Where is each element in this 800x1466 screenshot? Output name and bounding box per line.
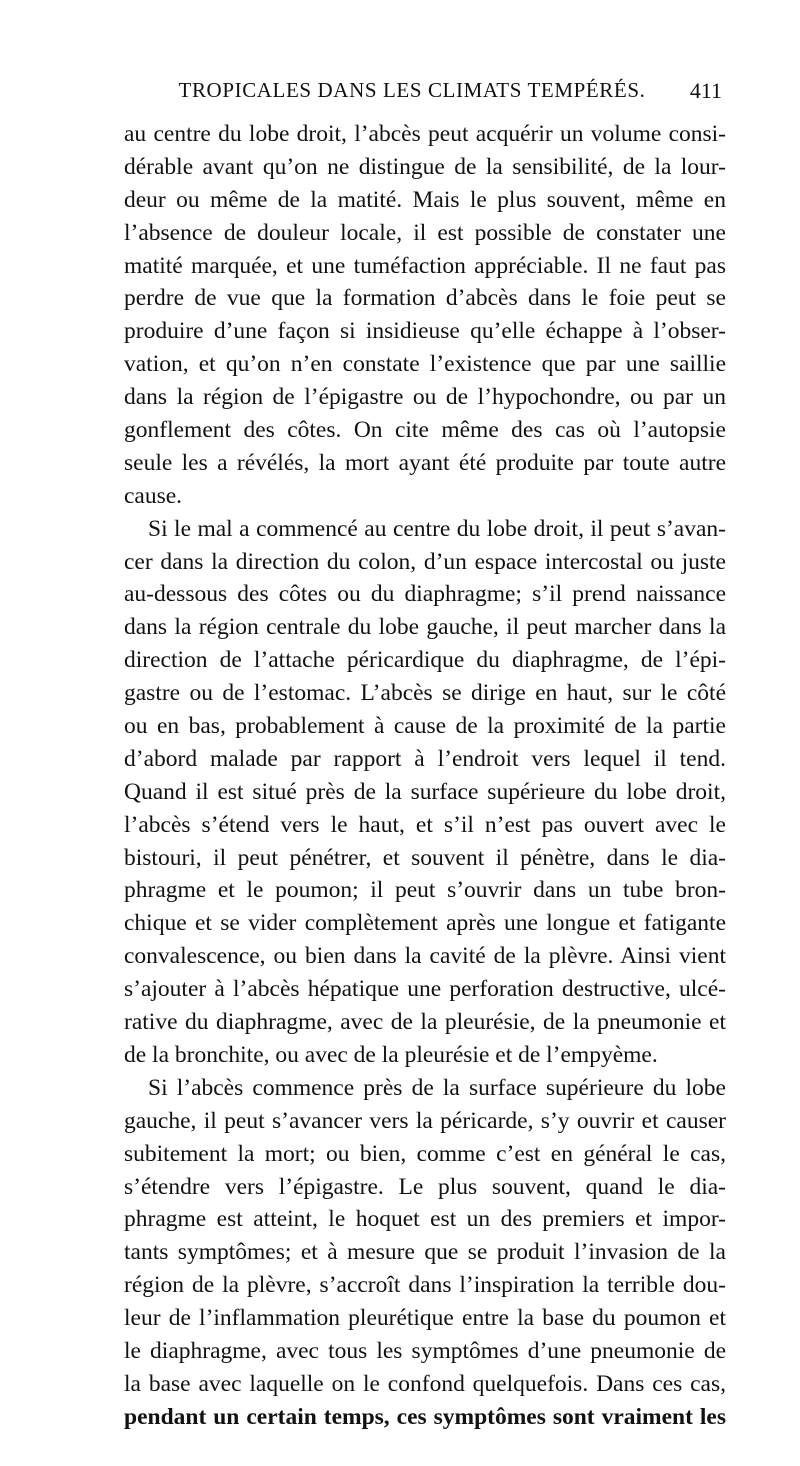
text-line: matité marquée, et une tuméfaction appréciable. Il ne faut pas bbox=[124, 252, 726, 279]
text-line: rative du diaphragme, avec de la pleurésie, de la pneumonie et bbox=[124, 1009, 726, 1036]
text-line: gonflement des côtes. On cite même des cas où l’autopsie bbox=[124, 417, 726, 444]
text-line: Si le mal a commencé au centre du lobe droit, il peut s’avan- bbox=[148, 515, 726, 542]
text-line: la base avec laquelle on le confond quelquefois. Dans ces cas, bbox=[124, 1370, 726, 1397]
text-line: pendant un certain temps, ces symptômes sont vraiment les bbox=[124, 1403, 726, 1430]
text-line: produire d’une façon si insidieuse qu’elle échappe à l’obser- bbox=[124, 318, 726, 345]
text-line: s’ajouter à l’abcès hépatique une perforation destructive, ulcé- bbox=[124, 976, 726, 1003]
text-line: deur ou même de la matité. Mais le plus souvent, même en bbox=[124, 186, 726, 213]
text-line: au-dessous des côtes ou du diaphragme; s’il prend naissance bbox=[124, 581, 726, 608]
text-line: ou en bas, probablement à cause de la proximité de la partie bbox=[124, 713, 726, 740]
page-number: 411 bbox=[689, 78, 722, 103]
body-text bbox=[124, 118, 726, 1434]
text-line: leur de l’inflammation pleurétique entre la base du poumon et bbox=[124, 1305, 726, 1332]
text-line: au centre du lobe droit, l’abcès peut acquérir un volume consi- bbox=[124, 121, 726, 147]
text-line: de la bronchite, ou avec de la pleurésie et de l’empyème. bbox=[124, 1041, 658, 1068]
text-line: subitement la mort; ou bien, comme c’est en général le cas, bbox=[124, 1140, 726, 1167]
text-line: dans la région centrale du lobe gauche, il peut marcher dans la bbox=[124, 614, 726, 641]
text-line: gauche, il peut s’avancer vers la péricarde, s’y ouvrir et causer bbox=[124, 1107, 726, 1134]
text-line: chique et se vider complètement après une longue et fatigante bbox=[124, 910, 726, 937]
text-line: phragme et le poumon; il peut s’ouvrir dans un tube bron- bbox=[124, 877, 726, 904]
text-line: Si l’abcès commence près de la surface supérieure du lobe bbox=[148, 1074, 726, 1101]
text-line: cer dans la direction du colon, d’un espace intercostal ou juste bbox=[124, 548, 726, 575]
text-line: le diaphragme, avec tous les symptômes d’une pneumonie de bbox=[124, 1337, 726, 1364]
text-line: cause. bbox=[124, 482, 183, 509]
text-line: d’abord malade par rapport à l’endroit vers lequel il tend. bbox=[124, 745, 726, 772]
text-line: phragme est atteint, le hoquet est un des premiers et impor- bbox=[124, 1206, 726, 1233]
text-line: vation, et qu’on n’en constate l’existence que par une saillie bbox=[124, 351, 726, 378]
text-line: dans la région de l’épigastre ou de l’hypochondre, ou par un bbox=[124, 384, 726, 411]
text-line: direction de l’attache péricardique du diaphragme, de l’épi- bbox=[124, 647, 726, 674]
text-line: l’abcès s’étend vers le haut, et s’il n’est pas ouvert avec le bbox=[124, 811, 726, 838]
text-line: convalescence, ou bien dans la cavité de la plèvre. Ainsi vient bbox=[124, 943, 726, 970]
text-line: seule les a révélés, la mort ayant été produite par toute autre bbox=[124, 449, 726, 476]
text-line: gastre ou de l’estomac. L’abcès se dirige en haut, sur le côté bbox=[124, 680, 726, 707]
running-title: TROPICALES DANS LES CLIMATS TEMPÉRÉS. bbox=[178, 78, 646, 102]
text-line: bistouri, il peut pénétrer, et souvent il pénètre, dans le dia- bbox=[124, 844, 726, 871]
text-line: région de la plèvre, s’accroît dans l’inspiration la terrible dou- bbox=[124, 1272, 726, 1299]
text-line: dérable avant qu’on ne distingue de la sensibilité, de la lour- bbox=[124, 153, 726, 180]
text-line: l’absence de douleur locale, il est possible de constater une bbox=[124, 219, 726, 246]
text-line: Quand il est situé près de la surface supérieure du lobe droit, bbox=[124, 778, 726, 805]
text-line: tants symptômes; et à mesure que se produit l’invasion de la bbox=[124, 1239, 726, 1266]
running-header bbox=[120, 78, 722, 108]
text-line: perdre de vue que la formation d’abcès dans le foie peut se bbox=[124, 285, 726, 312]
text-line: s’étendre vers l’épigastre. Le plus souvent, quand le dia- bbox=[124, 1173, 726, 1200]
